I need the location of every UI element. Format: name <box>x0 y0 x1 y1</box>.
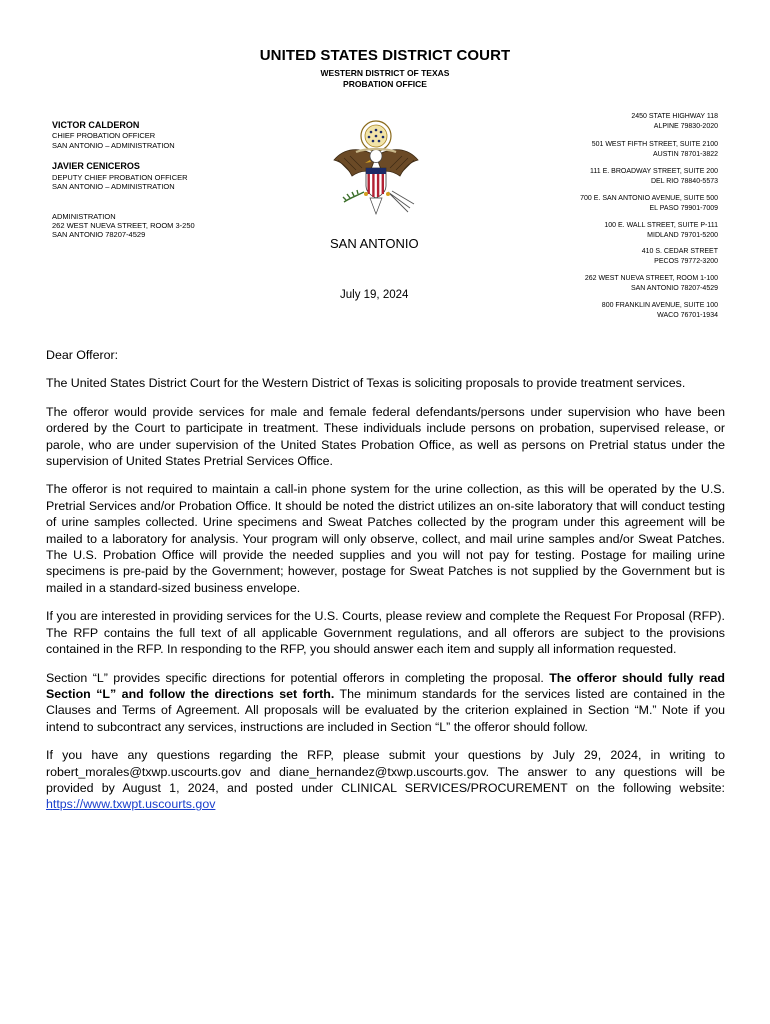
office-address-pecos: 410 S. CEDAR STREET PECOS 79772-3200 <box>641 248 718 265</box>
chief-name: VICTOR CALDERON <box>52 120 140 130</box>
office-address-austin: 501 WEST FIFTH STREET, SUITE 2100 AUSTIN 78701-3822 <box>591 141 718 158</box>
office-address-alpine: 2450 STATE HIGHWAY 118 ALPINE 79830-2020 <box>631 113 718 130</box>
letter-date: July 19, 2024 <box>340 289 409 301</box>
office-address-el-paso: 700 E. SAN ANTONIO AVENUE, SUITE 500 EL PASO 79901-7009 <box>580 195 718 212</box>
admin-city: SAN ANTONIO 78207-4529 <box>52 230 146 239</box>
deputy-name: JAVIER CENICEROS <box>52 161 140 171</box>
office-name: PROBATION OFFICE <box>343 79 427 89</box>
website-link[interactable]: https://www.txwpt.uscourts.gov <box>46 797 216 812</box>
deputy-unit: SAN ANTONIO – ADMINISTRATION <box>52 182 175 191</box>
office-address-del-rio: 111 E. BROADWAY STREET, SUITE 200 DEL RIO 78840-5573 <box>590 168 718 185</box>
admin-label: ADMINISTRATION <box>52 212 116 221</box>
deputy-title: DEPUTY CHIEF PROBATION OFFICER <box>52 173 188 182</box>
admin-street: 262 WEST NUEVA STREET, ROOM 3-250 <box>52 221 195 230</box>
office-address-waco: 800 FRANKLIN AVENUE, SUITE 100 WACO 76701-1934 <box>601 302 718 319</box>
great-seal-icon <box>330 116 422 218</box>
paragraph-6: If you have any questions regarding the RFP, please submit your questions by July 29, 2024, in writing to robert_morales@txwp.uscourts.gov and diane_hernandez@txwp.uscourts.gov. The answer to any questions will be provided by August 1, 2024, and posted under CLINICAL SERVICES/PROCUREMENT on the following website: https://www.txwpt.uscourts.gov <box>46 748 725 812</box>
office-address-san-antonio: 262 WEST NUEVA STREET, ROOM 1-100 SAN ANTONIO 78207-4529 <box>584 275 718 292</box>
paragraph-5: Section “L” provides specific directions for potential offerors in completing the proposal. The offeror should fully read Section “L” and follow the directions set forth. The minimum standards for the services listed are contained in the Clauses and Terms of Agreement. All proposals will be evaluated by the criterion explained in Section “M.” Note if you intend to subcontract any services, instructions are included in Section “L” the offeror should follow. <box>46 670 725 734</box>
court-title: UNITED STATES DISTRICT COURT <box>259 47 511 64</box>
paragraph-3: The offeror is not required to maintain a call-in phone system for the urine collection, as this will be operated by the U.S. Pretrial Services and/or Probation Office. It should be noted the district utilizes an on-site laboratory that will conduct testing of urine samples collected. Urine specimens and Sweat Patches collected by the program under this agreement will be mailed to a laboratory for analysis. Your program will only observe, collect, and mail urine samples and/or Sweat Patches. The U.S. Probation Office will provide the needed supplies and you will not pay for testing. Postage for mailing urine specimens is pre-paid by the Government; however, postage for Sweat Patches is not supplied by the Government but is mailed in a standard-sized business envelope. <box>46 482 725 595</box>
paragraph-2: The offeror would provide services for male and female federal defendants/persons under supervision who have been ordered by the Court to participate in treatment. These individuals include persons on probation, supervised release, or parole, who are under supervision of the United States Probation Office, as well as persons on Pretrial status under the supervision of United States Pretrial Services Office. <box>46 404 725 469</box>
salutation: Dear Offeror: <box>46 348 119 362</box>
chief-title: CHIEF PROBATION OFFICER <box>52 131 156 140</box>
paragraph-1: The United States District Court for the Western District of Texas is soliciting proposals to provide treatment services. <box>46 376 686 391</box>
letter-location: SAN ANTONIO <box>330 236 419 251</box>
letter-body <box>46 347 725 825</box>
paragraph-5-emphasis: The offeror should fully read Section “L” and follow the directions set forth. <box>46 670 725 701</box>
office-address-midland: 100 E. WALL STREET, SUITE P-111 MIDLAND 79701-5200 <box>604 222 718 239</box>
chief-unit: SAN ANTONIO – ADMINISTRATION <box>52 141 175 150</box>
district-name: WESTERN DISTRICT OF TEXAS <box>320 68 450 78</box>
paragraph-4: If you are interested in providing services for the U.S. Courts, please review and complete the Request For Proposal (RFP). The RFP contains the full text of all applicable Government regulations, and all offerors are subject to the provisions contained in the RFP. In responding to the RFP, you should answer each item and supply all information requested. <box>46 609 725 657</box>
